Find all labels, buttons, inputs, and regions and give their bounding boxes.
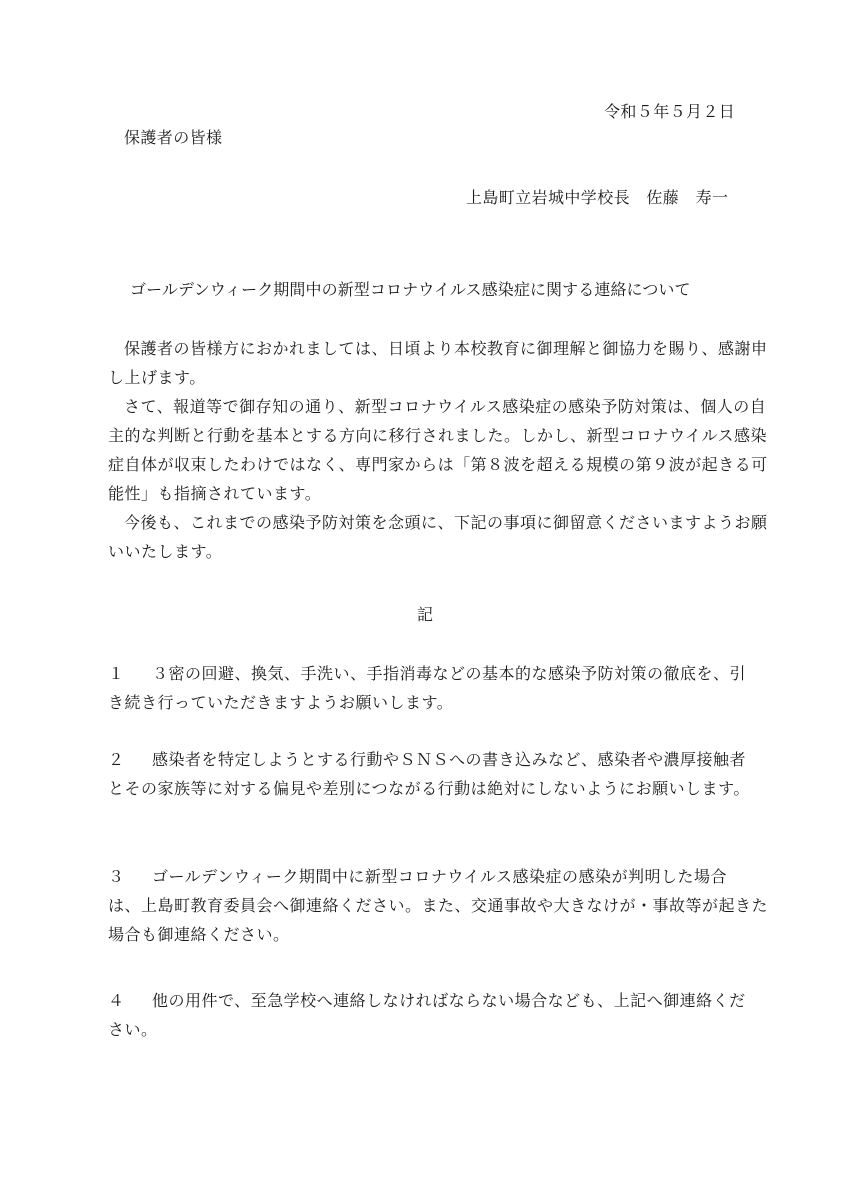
item-rest: とその家族等に対する偏見や差別につながる行動は絶対にしないようにお願いします。 xyxy=(108,779,750,798)
item-text xyxy=(108,986,778,1044)
item-number: ２ xyxy=(108,750,125,769)
item-number: ３ xyxy=(108,867,125,886)
item-text xyxy=(108,862,778,949)
item-line1: 他の用件で、至急学校へ連絡しなければならない場合なども、上記へ御連絡くだ xyxy=(152,991,746,1010)
item-rest: は、上島町教育委員会へ御連絡ください。また、交通事故や大きなけが・事故等が起きた場合も御連絡ください。 xyxy=(108,896,769,944)
sender: 上島町立岩城中学校長 佐藤 寿一 xyxy=(466,188,729,207)
item-line1: ３密の回避、換気、手洗い、手指消毒などの基本的な感染予防対策の徹底を、引 xyxy=(152,664,747,683)
document-date: 令和５年５月２日 xyxy=(604,102,736,121)
item-rest: き続き行っていただきますようお願いします。 xyxy=(108,693,454,712)
item-number: ４ xyxy=(108,991,125,1010)
addressee: 保護者の皆様 xyxy=(124,128,223,147)
document-title: ゴールデンウィーク期間中の新型コロナウイルス感染症に関する連絡について xyxy=(130,280,691,299)
item-number: １ xyxy=(108,664,125,683)
paragraph-request: 今後も、これまでの感染予防対策を念頭に、下記の事項に御留意くださいますようお願いいたします。 xyxy=(108,513,768,561)
item-text xyxy=(108,659,778,717)
item-line1: 感染者を特定しようとする行動やＳＮＳへの書き込みなど、感染者や濃厚接触者 xyxy=(152,750,747,769)
item-text xyxy=(108,745,778,803)
paragraph-greeting: 保護者の皆様方におかれましては、日頃より本校教育に御理解と御協力を賜り、感謝申し上げます。 xyxy=(108,339,768,387)
paragraph-background: さて、報道等で御存知の通り、新型コロナウイルス感染症の感染予防対策は、個人の自主的な判断と行動を基本とする方向に移行されました。しかし、新型コロナウイルス感染症自体が収束したわけではなく、専門家からは「第８波を超える規模の第９波が起きる可能性」も指摘されています。 xyxy=(108,397,768,503)
item-rest: さい。 xyxy=(108,1020,158,1039)
item-line1: ゴールデンウィーク期間中に新型コロナウイルス感染症の感染が判明した場合 xyxy=(152,867,727,886)
ki-heading: 記 xyxy=(417,605,434,624)
